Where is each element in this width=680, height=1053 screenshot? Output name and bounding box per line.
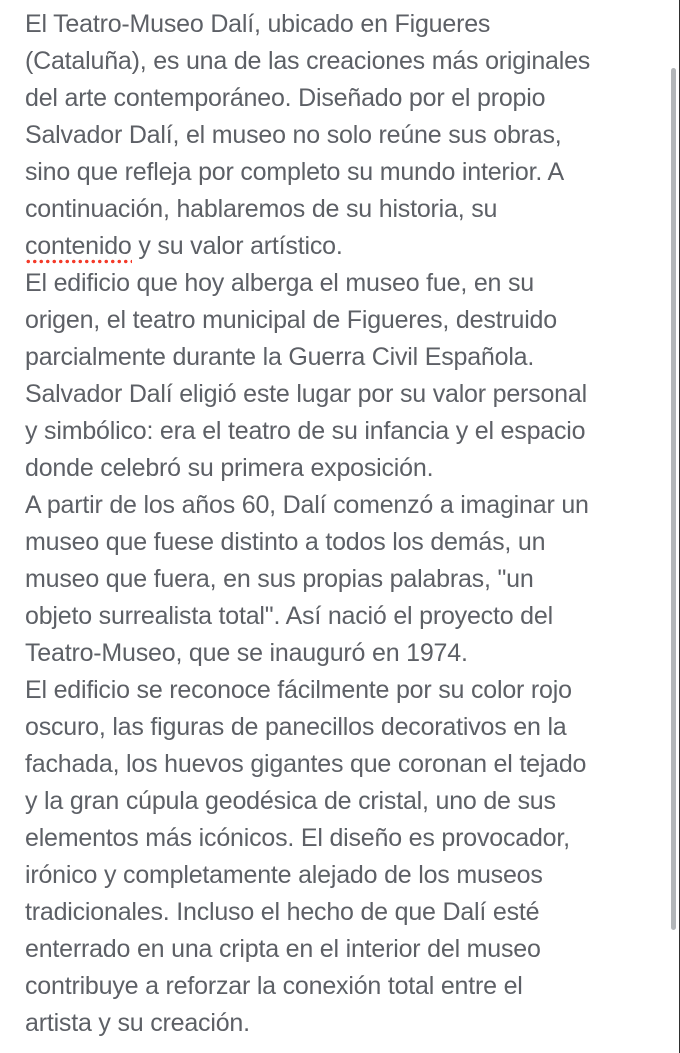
text-line [25,820,650,857]
text-segment: origen, el teatro municipal de Figueres, destruido [25,306,557,334]
text-segment: oscuro, las figuras de panecillos decorativos en la [25,713,567,741]
text-segment: Salvador Dalí, el museo no solo reúne sus obras, [25,121,562,149]
text-line [25,339,650,376]
text-line [25,857,650,894]
misspelled-word: contenido [25,232,132,264]
text-segment: elementos más icónicos. El diseño es provocador, [25,824,570,852]
text-line [25,746,650,783]
text-segment: El edificio que hoy alberga el museo fue, en su [25,269,534,297]
text-segment: enterrado en una cripta en el interior del museo [25,935,541,963]
text-line [25,228,650,265]
text-segment: museo que fuera, en sus propias palabras, "un [25,565,534,593]
text-segment: parcialmente durante la Guerra Civil Española. [25,343,535,371]
scrollbar-thumb[interactable] [671,68,676,930]
text-segment: A partir de los años 60, Dalí comenzó a imaginar un [25,491,589,519]
text-line [25,80,650,117]
text-segment: Teatro-Museo, que se inauguró en 1974. [25,639,468,667]
text-line [25,450,650,487]
text-line [25,43,650,80]
text-segment: donde celebró su primera exposición. [25,454,434,482]
text-line [25,931,650,968]
text-line [25,413,650,450]
paragraph [25,672,650,1042]
text-line [25,1005,650,1042]
text-line [25,672,650,709]
text-segment: continuación, hablaremos de su historia, su [25,195,498,223]
text-segment: El edificio se reconoce fácilmente por su color rojo [25,676,572,704]
text-segment: artista y su creación. [25,1009,250,1037]
text-line [25,968,650,1005]
text-segment: irónico y completamente alejado de los museos [25,861,543,889]
paragraph [25,265,650,487]
text-segment: y simbólico: era el teatro de su infancia y el espacio [25,417,586,445]
text-line [25,265,650,302]
text-line [25,783,650,820]
text-segment: tradicionales. Incluso el hecho de que Dalí esté [25,898,540,926]
text-line [25,376,650,413]
text-line [25,154,650,191]
text-line [25,117,650,154]
text-line [25,6,650,43]
text-segment: y la gran cúpula geodésica de cristal, uno de sus [25,787,556,815]
text-segment: objeto surrealista total". Así nació el proyecto del [25,602,553,630]
paragraph [25,487,650,672]
text-line [25,487,650,524]
text-segment: (Cataluña), es una de las creaciones más originales [25,47,591,75]
text-line [25,598,650,635]
text-segment: contribuye a reforzar la conexión total entre el [25,972,523,1000]
text-line [25,302,650,339]
paragraph [25,6,650,265]
text-segment: y su valor artístico. [131,232,343,260]
text-segment: sino que refleja por completo su mundo interior. A [25,158,564,186]
text-line [25,635,650,672]
text-segment: fachada, los huevos gigantes que coronan el tejado [25,750,587,778]
text-segment: Salvador Dalí eligió este lugar por su valor personal [25,380,587,408]
text-line [25,709,650,746]
text-line [25,561,650,598]
text-line [25,524,650,561]
text-segment: del arte contemporáneo. Diseñado por el propio [25,84,546,112]
text-line [25,191,650,228]
text-segment: museo que fuese distinto a todos los demás, un [25,528,546,556]
text-segment: El Teatro-Museo Dalí, ubicado en Figueres [25,10,491,38]
text-line [25,894,650,931]
